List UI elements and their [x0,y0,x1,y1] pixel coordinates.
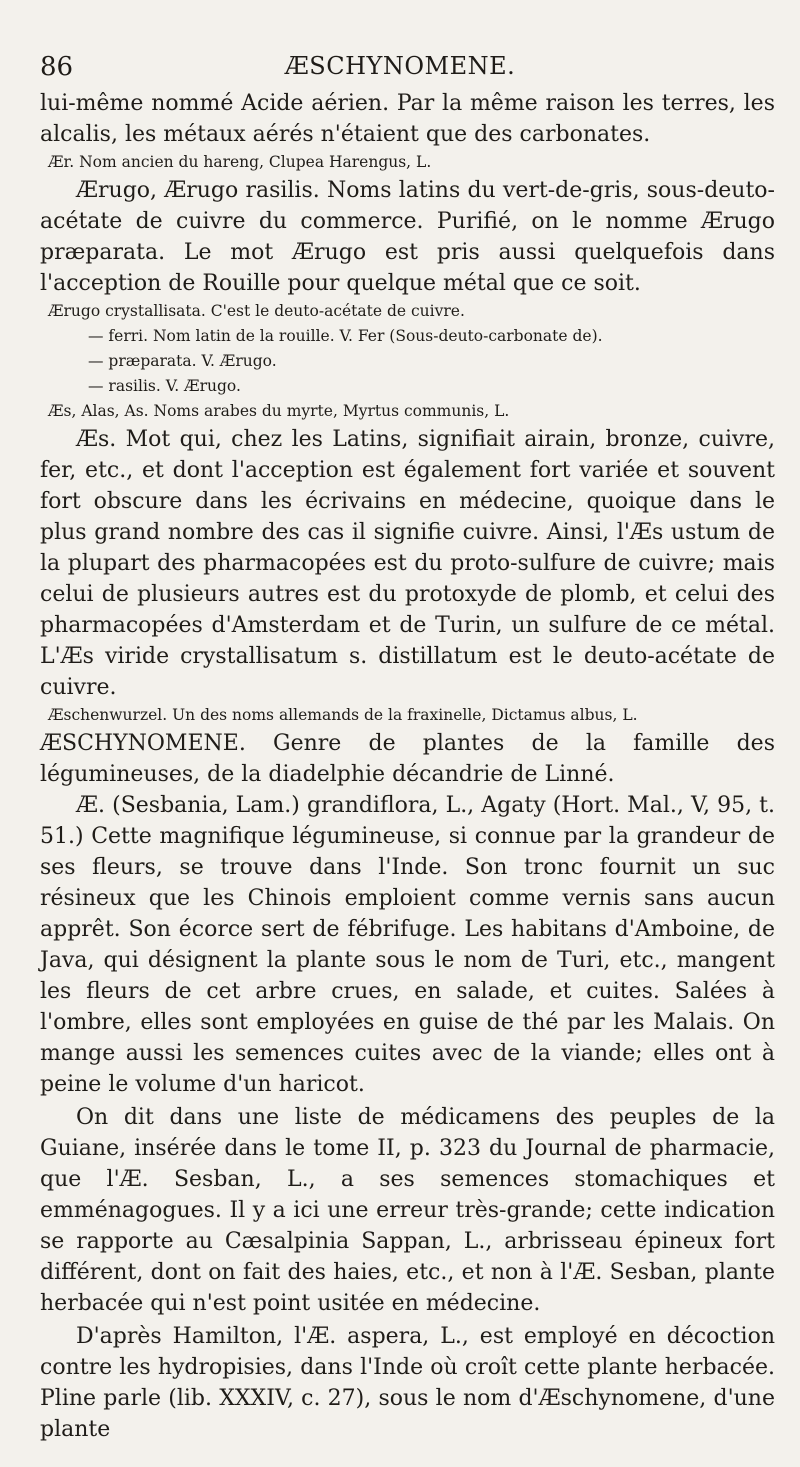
dictionary-paragraph: lui-même nommé Acide aérien. Par la même raison les terres, les alcalis, les métaux aérés n'étaient que des carbonates. [40,91,775,147]
running-title: ÆSCHYNOMENE. [284,52,516,80]
dictionary-subentry: Æs, Alas, As. Noms arabes du myrte, Myrtus communis, L. [48,402,510,420]
dictionary-subentry: Æschenwurzel. Un des noms allemands de la fraxinelle, Dictamus albus, L. [48,706,638,724]
dictionary-subentry: Ær. Nom ancien du hareng, Clupea Harengus, L. [48,153,432,171]
page-number: 86 [40,52,74,82]
dictionary-paragraph: Ærugo, Ærugo rasilis. Noms latins du vert-de-gris, sous-deuto-acétate de cuivre du commerce. Purifié, on le nomme Ærugo præparata. Le mot Ærugo est pris aussi quelquefois dans l'acception de Rouille pour quelque métal que ce soit. [40,178,775,296]
dictionary-paragraph: ÆSCHYNOMENE. Genre de plantes de la famille des légumineuses, de la diadelphie décandrie de Linné. [40,731,775,787]
dictionary-paragraph: D'après Hamilton, l'Æ. aspera, L., est employé en décoction contre les hydropisies, dans l'Inde où croît cette plante herbacée. Pline parle (lib. XXXIV, c. 27), sous le nom d'Æschynomene, d'une plante [40,1324,775,1442]
page-header [40,52,760,88]
page-body [40,88,775,1445]
dictionary-paragraph: Æ. (Sesbania, Lam.) grandiflora, L., Agaty (Hort. Mal., V, 95, t. 51.) Cette magnifique légumineuse, si connue par la grandeur de ses fleurs, se trouve dans l'Inde. Son tronc fournit un suc résineux que les Chinois emploient comme vernis sans aucun apprêt. Son écorce sert de fébrifuge. Les habitans d'Amboine, de Java, qui désignent la plante sous le nom de Turi, etc., mangent les fleurs de cet arbre crues, en salade, et cuites. Salées à l'ombre, elles sont employées en guise de thé par les Malais. On mange aussi les semences cuites avec de la viande; elles ont à peine le volume d'un haricot. [40,793,775,1097]
dictionary-paragraph: On dit dans une liste de médicamens des peuples de la Guiane, insérée dans le tome II, p. 323 du Journal de pharmacie, que l'Æ. Sesban, L., a ses semences stomachiques et emménagogues. Il y a ici une erreur très-grande; cette indication se rapporte au Cæsalpinia Sappan, L., arbrisseau épineux fort différent, dont on fait des haies, etc., et non à l'Æ. Sesban, plante herbacée qui n'est point usitée en médecine. [40,1105,775,1316]
dictionary-subentry: — rasilis. V. Ærugo. [88,377,241,395]
dictionary-subentry: Ærugo crystallisata. C'est le deuto-acétate de cuivre. [48,302,465,320]
dictionary-subentry: — præparata. V. Ærugo. [88,352,277,370]
dictionary-paragraph: Æs. Mot qui, chez les Latins, signifiait airain, bronze, cuivre, fer, etc., et dont l'acception est également fort variée et souvent fort obscure dans les écrivains en médecine, quoique dans le plus grand nombre des cas il signifie cuivre. Ainsi, l'Æs ustum de la plupart des pharmacopées est du proto-sulfure de cuivre; mais celui de plusieurs autres est du protoxyde de plomb, et celui des pharmacopées d'Amsterdam et de Turin, un sulfure de ce métal. L'Æs viride crystallisatum s. distillatum est le deuto-acétate de cuivre. [40,427,775,700]
dictionary-subentry: — ferri. Nom latin de la rouille. V. Fer (Sous-deuto-carbonate de). [88,327,603,345]
